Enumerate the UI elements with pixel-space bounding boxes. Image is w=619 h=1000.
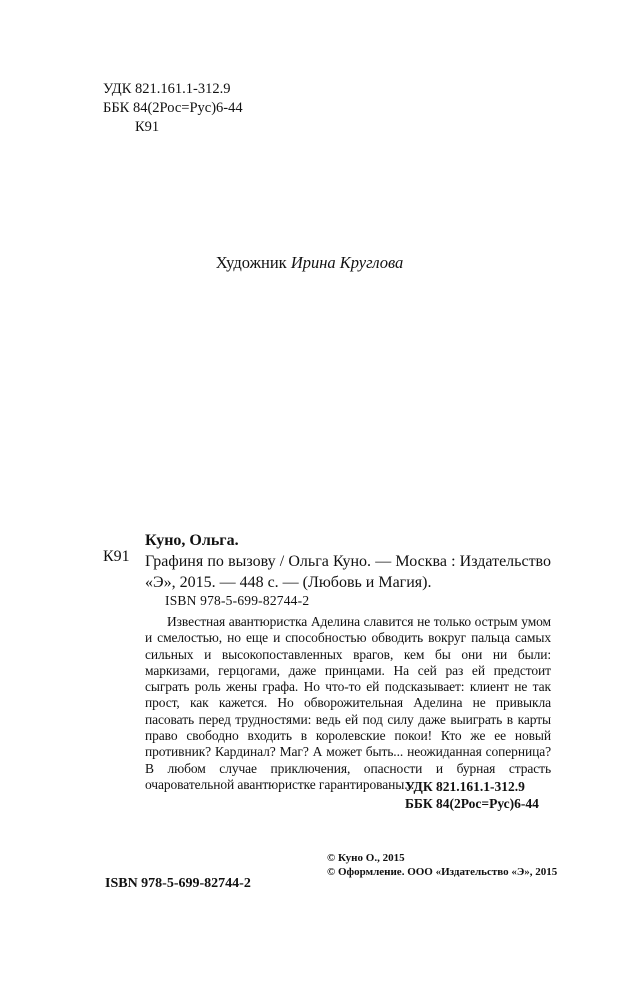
book-author: Куно, Ольга. <box>145 532 239 549</box>
author-sign: К91 <box>135 119 160 135</box>
artist-prefix: Художник <box>215 253 287 272</box>
bottom-classification-codes <box>405 778 539 812</box>
bibliographic-author-sign: К91 <box>103 548 130 565</box>
copyright-author: © Куно О., 2015 <box>327 852 405 864</box>
top-classification-codes <box>103 80 243 137</box>
annotation-text: Известная авантюристка Аделина славится не только острым умом и смелостью, но еще и способностью обводить вокруг пальца самых сильных и высокопоставленных врагов, кем бы они ни были: маркизами, герцогами, даже принцами. На сей раз ей предстоит сыграть роль жены графа. Но что-то ей подсказывает: клиент не так прост, как кажется. Но обворожительная Аделина не привыкла пасовать перед трудностями: ведь ей под силу даже выиграть в карты право свободно входить в королевские покои! Кто же ее новый противник? Кардинал? Маг? А может быть... неожиданная соперница? В любом случае приключения, опасности и бурная страсть очаровательной авантюристке гарантированы... <box>145 614 551 792</box>
artist-credit <box>0 253 619 273</box>
udk-code: УДК 821.161.1-312.9 <box>103 81 231 97</box>
bbk-code: ББК 84(2Рос=Рус)6-44 <box>103 100 243 116</box>
artist-name: Ирина Круглова <box>290 253 404 272</box>
copyright-design: © Оформление. ООО «Издательство «Э», 2015 <box>327 866 558 878</box>
bibliographic-record <box>145 530 551 593</box>
udk-code-bottom: УДК 821.161.1-312.9 <box>405 779 525 794</box>
book-title-line: Графиня по вызову / Ольга Куно. — Москва : Издательство «Э», 2015. — 448 с. — (Любовь и Магия). <box>145 553 551 591</box>
copyright-block <box>327 851 567 879</box>
isbn-record: ISBN 978-5-699-82744-2 <box>165 593 310 608</box>
isbn-bottom: ISBN 978-5-699-82744-2 <box>105 876 251 891</box>
bbk-code-bottom: ББК 84(2Рос=Рус)6-44 <box>405 796 539 811</box>
